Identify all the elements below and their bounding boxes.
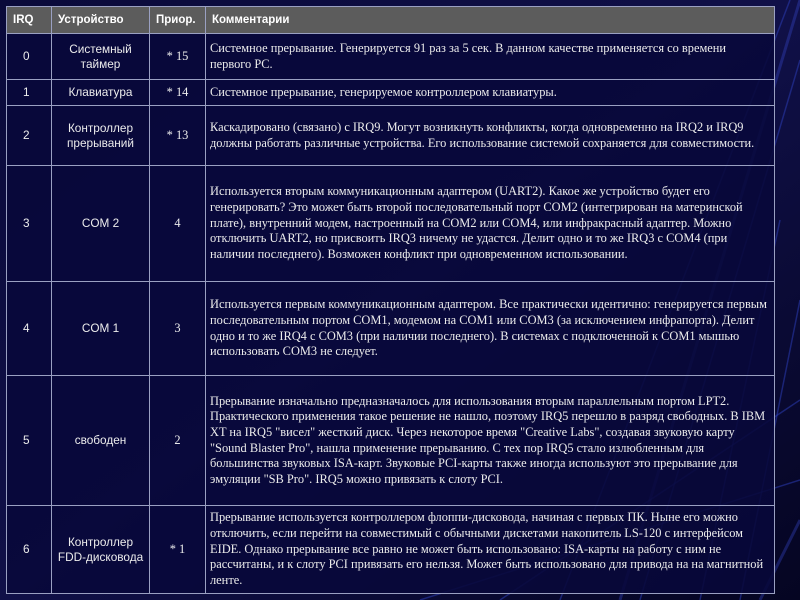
table-row — [7, 80, 775, 106]
device-cell: Системный таймер — [52, 34, 150, 80]
table-row — [7, 506, 775, 594]
table-row — [7, 282, 775, 376]
comment-cell: Прерывание используется контроллером флоппи-дисковода, начиная с первых ПК. Ныне его можно отключить, если перейти на совместимый с обычными дискетами накопитель LS-120 с интерфейсом EIDE. Однако прерывание все равно не может быть использовано: ISA-карты на работу с ним не рассчитаны, и к слоту PCI привязать его нельзя. Может быть использовано для привода на на магнитной ленте. — [206, 506, 775, 594]
header-irq: IRQ — [7, 7, 52, 34]
device-cell: Клавиатура — [52, 80, 150, 106]
priority-cell: 3 — [150, 282, 206, 376]
comment-cell: Каскадировано (связано) с IRQ9. Могут возникнуть конфликты, когда одновременно на IRQ2 и IRQ9 должны работать различные устройства. Его использование системой сохраняется для совместимости. — [206, 106, 775, 166]
table-row — [7, 376, 775, 506]
irq-cell: 4 — [7, 282, 52, 376]
irq-table — [6, 6, 775, 594]
comment-cell: Системное прерывание, генерируемое контроллером клавиатуры. — [206, 80, 775, 106]
priority-cell: * 1 — [150, 506, 206, 594]
table-row — [7, 34, 775, 80]
priority-cell: 2 — [150, 376, 206, 506]
comment-cell: Системное прерывание. Генерируется 91 раз за 5 сек. В данном качестве применяется со времени первого PC. — [206, 34, 775, 80]
irq-cell: 0 — [7, 34, 52, 80]
device-cell: Контроллер FDD-дисковода — [52, 506, 150, 594]
irq-cell: 1 — [7, 80, 52, 106]
device-cell: свободен — [52, 376, 150, 506]
priority-cell: * 14 — [150, 80, 206, 106]
priority-cell: * 13 — [150, 106, 206, 166]
irq-cell: 3 — [7, 166, 52, 282]
irq-cell: 2 — [7, 106, 52, 166]
table-row — [7, 106, 775, 166]
priority-cell: 4 — [150, 166, 206, 282]
device-cell: Контроллер прерываний — [52, 106, 150, 166]
irq-cell: 5 — [7, 376, 52, 506]
comment-cell: Используется вторым коммуникационным адаптером (UART2). Какое же устройство будет его генерировать? Это может быть второй последовательный порт COM2 (интегрирован на материнской плате), внутренний модем, настроенный на COM2 или COM4, или инфракрасный адаптер. Можно отключить UART2, но присвоить IRQ3 ничему не удастся. Делит одно и то же IRQ3 с COM4 (при наличии последнего). Возможен конфликт при одновременном использовании. — [206, 166, 775, 282]
comment-cell: Используется первым коммуникационным адаптером. Все практически идентично: генерируется первым последовательным портом COM1, модемом на COM1 или COM3 (за исключением инфрапорта). Делит одно и то же IRQ4 с COM3 (при наличии последнего). В системах с подключенной к COM1 мышью использовать COM3 не следует. — [206, 282, 775, 376]
header-device: Устройство — [52, 7, 150, 34]
device-cell: COM 2 — [52, 166, 150, 282]
table-row — [7, 166, 775, 282]
header-comment: Комментарии — [206, 7, 775, 34]
header-priority: Приор. — [150, 7, 206, 34]
comment-cell: Прерывание изначально предназначалось для использования вторым параллельным портом LPT2. Практического применения такое решение не нашло, поэтому IRQ5 перешло в разряд свободных. В IBM XT на IRQ5 "висел" жесткий диск. Через некоторое время "Creative Labs", создавая звуковую карту "Sound Blaster Pro", нашла применение прерыванию. С тех пор IRQ5 стало излюбленным для большинства звуковых ISA-карт. Звуковые PCI-карты также иногда используют это прерывание для эмуляции "SB Pro". IRQ5 можно привязать к слоту PCI. — [206, 376, 775, 506]
table-header-row — [7, 7, 775, 34]
priority-cell: * 15 — [150, 34, 206, 80]
irq-cell: 6 — [7, 506, 52, 594]
device-cell: COM 1 — [52, 282, 150, 376]
